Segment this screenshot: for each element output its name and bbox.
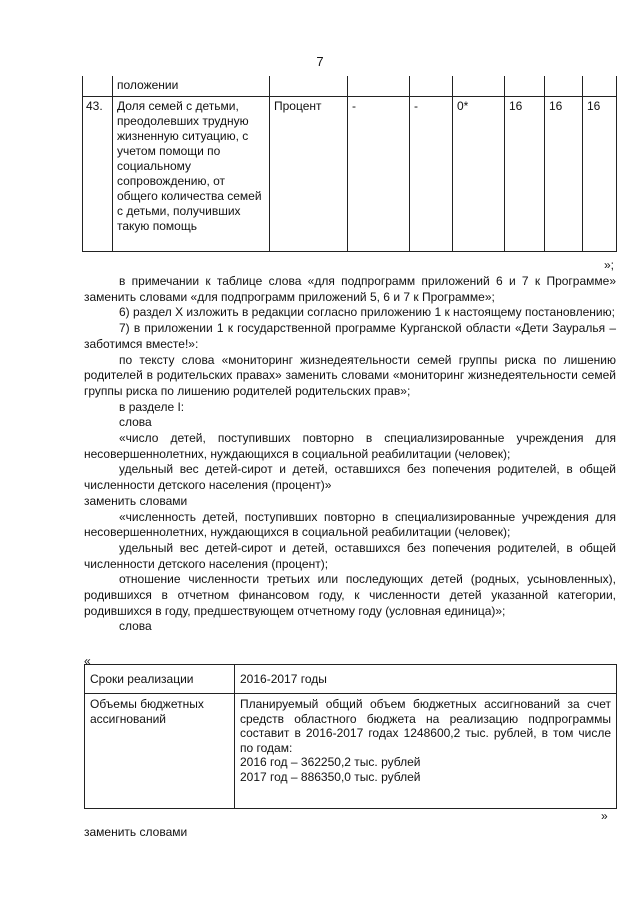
indicator-value-2: - bbox=[410, 97, 453, 252]
indicator-value-6: 16 bbox=[583, 97, 617, 252]
row-number: 43. bbox=[83, 97, 113, 252]
paragraph: по тексту слова «мониторинг жизнедеятельности семей группы риска по лишению родителей в родительских правах» заменить словами «мониторинг жизнедеятельности семей группы риска по лишению родителей родительских прав»; bbox=[84, 352, 616, 398]
indicator-name: Доля семей с детьми, преодолевших трудную жизненную ситуацию, с учетом помощи по социальному сопровождению, от общего количества семей с детьми, получивших такую помощь bbox=[113, 97, 270, 252]
table-row bbox=[85, 665, 617, 694]
table-row-43 bbox=[83, 97, 617, 252]
paragraph: отношение численности третьих или последующих детей (родных, усыновленных), родившихся в отчетном финансовом году, к численности детей указанной категории, родившихся в году, предшествующем отчетному году (условная единица)»; bbox=[84, 572, 616, 618]
budget-value: Планируемый общий объем бюджетных ассигнований за счет средств областного бюджета на реализацию подпрограммы составит в 2016-2017 годах 1248600,2 тыс. рублей, в том числе по годам: bbox=[240, 697, 611, 755]
budget-year-2017: 2017 год – 886350,0 тыс. рублей bbox=[240, 769, 421, 784]
paragraph: удельный вес детей-сирот и детей, оставшихся без попечения родителей, в общей численности детского населения (процент); bbox=[84, 540, 616, 571]
budget-year-2016: 2016 год – 362250,2 тыс. рублей bbox=[240, 755, 421, 769]
indicators-table bbox=[82, 76, 617, 252]
closing-quote: » bbox=[601, 809, 608, 823]
paragraph: в примечании к таблице слова «для подпрограмм приложений 6 и 7 к Программе» заменить словами «для подпрограмм приложений 5, 6 и 7 к Программе»; bbox=[84, 274, 616, 304]
indicator-unit: Процент bbox=[270, 97, 348, 252]
table-row bbox=[85, 694, 617, 809]
final-text: заменить словами bbox=[84, 825, 188, 839]
paragraph: слова bbox=[119, 619, 152, 634]
budget-label: Объемы бюджетных ассигнований bbox=[85, 694, 235, 809]
indicator-value-1: - bbox=[348, 97, 410, 252]
passport-table bbox=[84, 664, 617, 809]
paragraph: удельный вес детей-сирот и детей, оставшихся без попечения родителей, в общей численности детского населения (процент)» bbox=[84, 462, 616, 493]
paragraph: «численность детей, поступивших повторно в специализированные учреждения для несовершеннолетних, нуждающихся в социальной реабилитации (человек); bbox=[84, 509, 616, 540]
indicator-value-3: 0* bbox=[453, 97, 505, 252]
opening-quote: « bbox=[84, 654, 91, 668]
paragraph: в разделе I: bbox=[119, 399, 185, 414]
indicator-value-5: 16 bbox=[545, 97, 583, 252]
period-label: Сроки реализации bbox=[85, 665, 235, 694]
indicator-value-4: 16 bbox=[505, 97, 545, 252]
paragraph: 6) раздел X изложить в редакции согласно приложению 1 к настоящему постановлению; bbox=[119, 305, 615, 320]
table-row bbox=[83, 76, 617, 97]
paragraph: слова bbox=[119, 415, 152, 430]
amendment-text bbox=[84, 274, 616, 635]
paragraph: «число детей, поступивших повторно в специализированные учреждения для несовершеннолетних, нуждающихся в социальной реабилитации (человек); bbox=[84, 431, 616, 461]
closing-quote: »; bbox=[604, 258, 615, 272]
paragraph: заменить словами bbox=[84, 493, 188, 508]
cell-name-continued: положении bbox=[113, 76, 270, 97]
period-value: 2016-2017 годы bbox=[235, 665, 617, 694]
page-number: 7 bbox=[316, 54, 324, 69]
paragraph: 7) в приложении 1 к государственной программе Курганской области «Дети Зауралья – заботимся вместе!»: bbox=[84, 321, 616, 351]
